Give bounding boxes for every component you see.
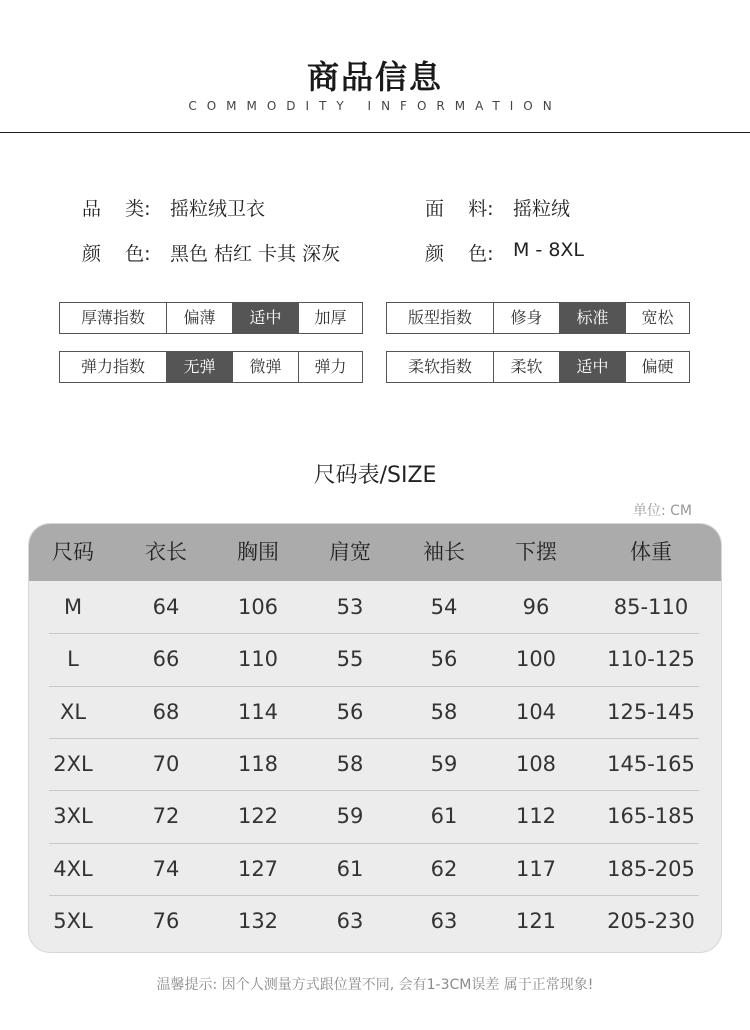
table-cell: 58 bbox=[336, 751, 364, 776]
column-header: 衣长 bbox=[145, 540, 187, 564]
table-cell: 110 bbox=[237, 647, 279, 672]
thickness-index-label: 厚薄指数 bbox=[80, 308, 145, 327]
column-header: 下摆 bbox=[515, 540, 557, 564]
table-cell: 72 bbox=[152, 804, 180, 829]
table-cell: 106 bbox=[237, 595, 279, 619]
table-cell: 58 bbox=[430, 699, 458, 724]
table-cell: 54 bbox=[430, 595, 458, 619]
fit-option-loose: 宽松 bbox=[625, 303, 689, 333]
table-cell: 117 bbox=[515, 856, 557, 881]
fit-option-standard: 标准 bbox=[559, 303, 625, 333]
table-cell: 127 bbox=[237, 856, 279, 881]
table-row bbox=[29, 843, 722, 895]
table-cell: 104 bbox=[515, 699, 557, 724]
table-cell: 4XL bbox=[53, 856, 93, 881]
softness-option-medium: 适中 bbox=[559, 352, 625, 382]
table-cell: 61 bbox=[430, 804, 458, 829]
table-cell: 5XL bbox=[53, 908, 93, 933]
table-cell: 145-165 bbox=[607, 751, 695, 776]
table-cell: 2XL bbox=[53, 751, 93, 776]
table-cell: 66 bbox=[152, 647, 180, 672]
category-label: 品 类: bbox=[82, 198, 151, 220]
elasticity-option-slight: 微弹 bbox=[232, 352, 298, 382]
thickness-index bbox=[59, 302, 363, 334]
table-cell: 62 bbox=[430, 856, 458, 881]
elasticity-option-stretch: 弹力 bbox=[298, 352, 362, 382]
table-cell: 118 bbox=[237, 751, 279, 776]
softness-index bbox=[386, 351, 690, 383]
color-value: 黑色 桔红 卡其 深灰 bbox=[170, 243, 341, 265]
table-cell: 59 bbox=[336, 804, 364, 829]
size-range-label: 颜 色: bbox=[425, 243, 494, 265]
table-cell: 112 bbox=[515, 804, 557, 829]
header-divider bbox=[0, 132, 750, 133]
table-cell: 3XL bbox=[53, 804, 93, 829]
column-header: 尺码 bbox=[52, 540, 94, 564]
elasticity-option-none: 无弹 bbox=[166, 352, 232, 382]
table-row bbox=[29, 738, 722, 790]
table-cell: 122 bbox=[237, 804, 279, 829]
footer-note: 温馨提示: 因个人测量方式跟位置不同, 会有1-3CM误差 属于正常现象! bbox=[156, 977, 594, 993]
column-header: 胸围 bbox=[237, 540, 279, 564]
table-cell: 64 bbox=[152, 595, 180, 619]
table-row bbox=[29, 581, 722, 633]
table-cell: 63 bbox=[336, 908, 364, 933]
table-cell: 132 bbox=[237, 908, 279, 933]
table-cell: 96 bbox=[522, 595, 550, 619]
table-cell: 165-185 bbox=[607, 804, 695, 829]
table-cell: 63 bbox=[430, 908, 458, 933]
table-cell: 59 bbox=[430, 751, 458, 776]
column-header: 体重 bbox=[630, 540, 672, 564]
fit-index bbox=[386, 302, 690, 334]
table-cell: 53 bbox=[336, 595, 364, 619]
table-cell: 110-125 bbox=[607, 647, 695, 672]
fit-option-slim: 修身 bbox=[493, 303, 559, 333]
table-row bbox=[29, 633, 722, 685]
page-subtitle: COMMODITY INFORMATION bbox=[188, 99, 562, 113]
size-table bbox=[28, 523, 722, 953]
column-header: 袖长 bbox=[423, 540, 465, 564]
elasticity-index bbox=[59, 351, 363, 383]
page-title: 商品信息 bbox=[306, 58, 443, 96]
table-header bbox=[29, 524, 722, 581]
table-row bbox=[29, 686, 722, 738]
table-cell: 205-230 bbox=[607, 908, 695, 933]
elasticity-index-label: 弹力指数 bbox=[80, 357, 145, 376]
fabric-value: 摇粒绒 bbox=[513, 198, 571, 220]
table-row bbox=[29, 895, 722, 947]
table-cell: 55 bbox=[336, 647, 364, 672]
thickness-option-thick: 加厚 bbox=[298, 303, 362, 333]
table-cell: 61 bbox=[336, 856, 364, 881]
table-cell: 85-110 bbox=[613, 595, 689, 619]
table-cell: L bbox=[67, 647, 79, 672]
table-cell: 70 bbox=[152, 751, 180, 776]
table-row bbox=[29, 790, 722, 842]
thickness-option-thin: 偏薄 bbox=[166, 303, 232, 333]
table-cell: XL bbox=[59, 699, 87, 724]
category-value: 摇粒绒卫衣 bbox=[170, 198, 266, 220]
softness-index-label: 柔软指数 bbox=[407, 357, 472, 376]
table-cell: 108 bbox=[515, 751, 557, 776]
table-cell: 125-145 bbox=[607, 699, 695, 724]
fabric-label: 面 料: bbox=[425, 198, 494, 220]
softness-option-soft: 柔软 bbox=[493, 352, 559, 382]
thickness-option-medium: 适中 bbox=[232, 303, 298, 333]
table-cell: 185-205 bbox=[607, 856, 695, 881]
table-cell: 76 bbox=[152, 908, 180, 933]
table-cell: 100 bbox=[515, 647, 557, 672]
fit-index-label: 版型指数 bbox=[407, 308, 472, 327]
color-label: 颜 色: bbox=[82, 243, 151, 265]
table-cell: 114 bbox=[237, 699, 279, 724]
table-cell: M bbox=[63, 595, 83, 619]
softness-option-firm: 偏硬 bbox=[625, 352, 689, 382]
size-table-title: 尺码表/SIZE bbox=[313, 463, 437, 488]
table-cell: 68 bbox=[152, 699, 180, 724]
column-header: 肩宽 bbox=[329, 540, 371, 564]
unit-label: 单位: CM bbox=[632, 503, 692, 519]
size-range-value: M - 8XL bbox=[513, 239, 585, 261]
table-cell: 56 bbox=[430, 647, 458, 672]
table-cell: 74 bbox=[152, 856, 180, 881]
table-cell: 121 bbox=[515, 908, 557, 933]
table-cell: 56 bbox=[336, 699, 364, 724]
